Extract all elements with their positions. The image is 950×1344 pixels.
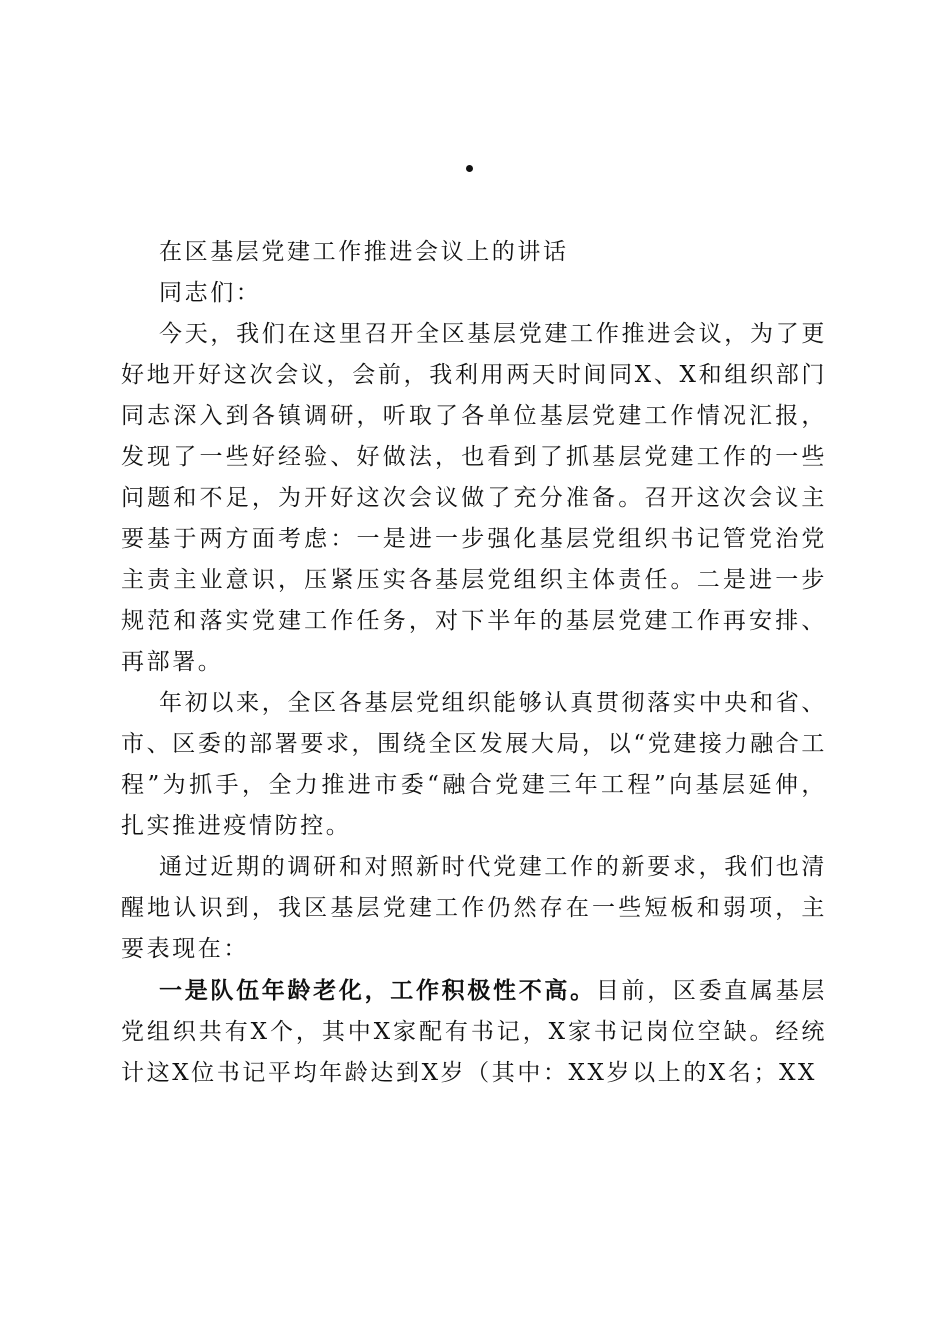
header-dot bbox=[466, 165, 473, 172]
paragraph-2: 年初以来，全区各基层党组织能够认真贯彻落实中央和省、市、区委的部署要求，围绕全区发展大局，以“党建接力融合工程”为抓手，全力推进市委“融合党建三年工程”向基层延伸，扎实推进疫情防控。 bbox=[121, 690, 827, 839]
paragraph-4-rest: 目前，区委直属基层党组织共有X个，其中X家配有书记，X家书记岗位空缺。经统计这X位书记平均年龄达到X岁（其中：XX岁以上的X名；XX bbox=[121, 978, 827, 1086]
salutation: 同志们： bbox=[159, 280, 262, 306]
paragraph-4-bold-lead: 一是队伍年龄老化，工作积极性不高。 bbox=[159, 977, 596, 1004]
document-body bbox=[121, 232, 827, 1094]
paragraph-4 bbox=[121, 970, 827, 1094]
paragraph-1: 今天，我们在这里召开全区基层党建工作推进会议，为了更好地开好这次会议，会前，我利用两天时间同X、X和组织部门同志深入到各镇调研，听取了各单位基层党建工作情况汇报，发现了一些好经验、好做法，也看到了抓基层党建工作的一些问题和不足，为开好这次会议做了充分准备。召开这次会议主要基于两方面考虑：一是进一步强化基层党组织书记管党治党主责主业意识，压紧压实各基层党组织主体责任。二是进一步规范和落实党建工作任务，对下半年的基层党建工作再安排、再部署。 bbox=[121, 321, 827, 675]
paragraph-3: 通过近期的调研和对照新时代党建工作的新要求，我们也清醒地认识到，我区基层党建工作仍然存在一些短板和弱项，主要表现在： bbox=[121, 854, 827, 962]
document-title: 在区基层党建工作推进会议上的讲话 bbox=[159, 239, 569, 265]
